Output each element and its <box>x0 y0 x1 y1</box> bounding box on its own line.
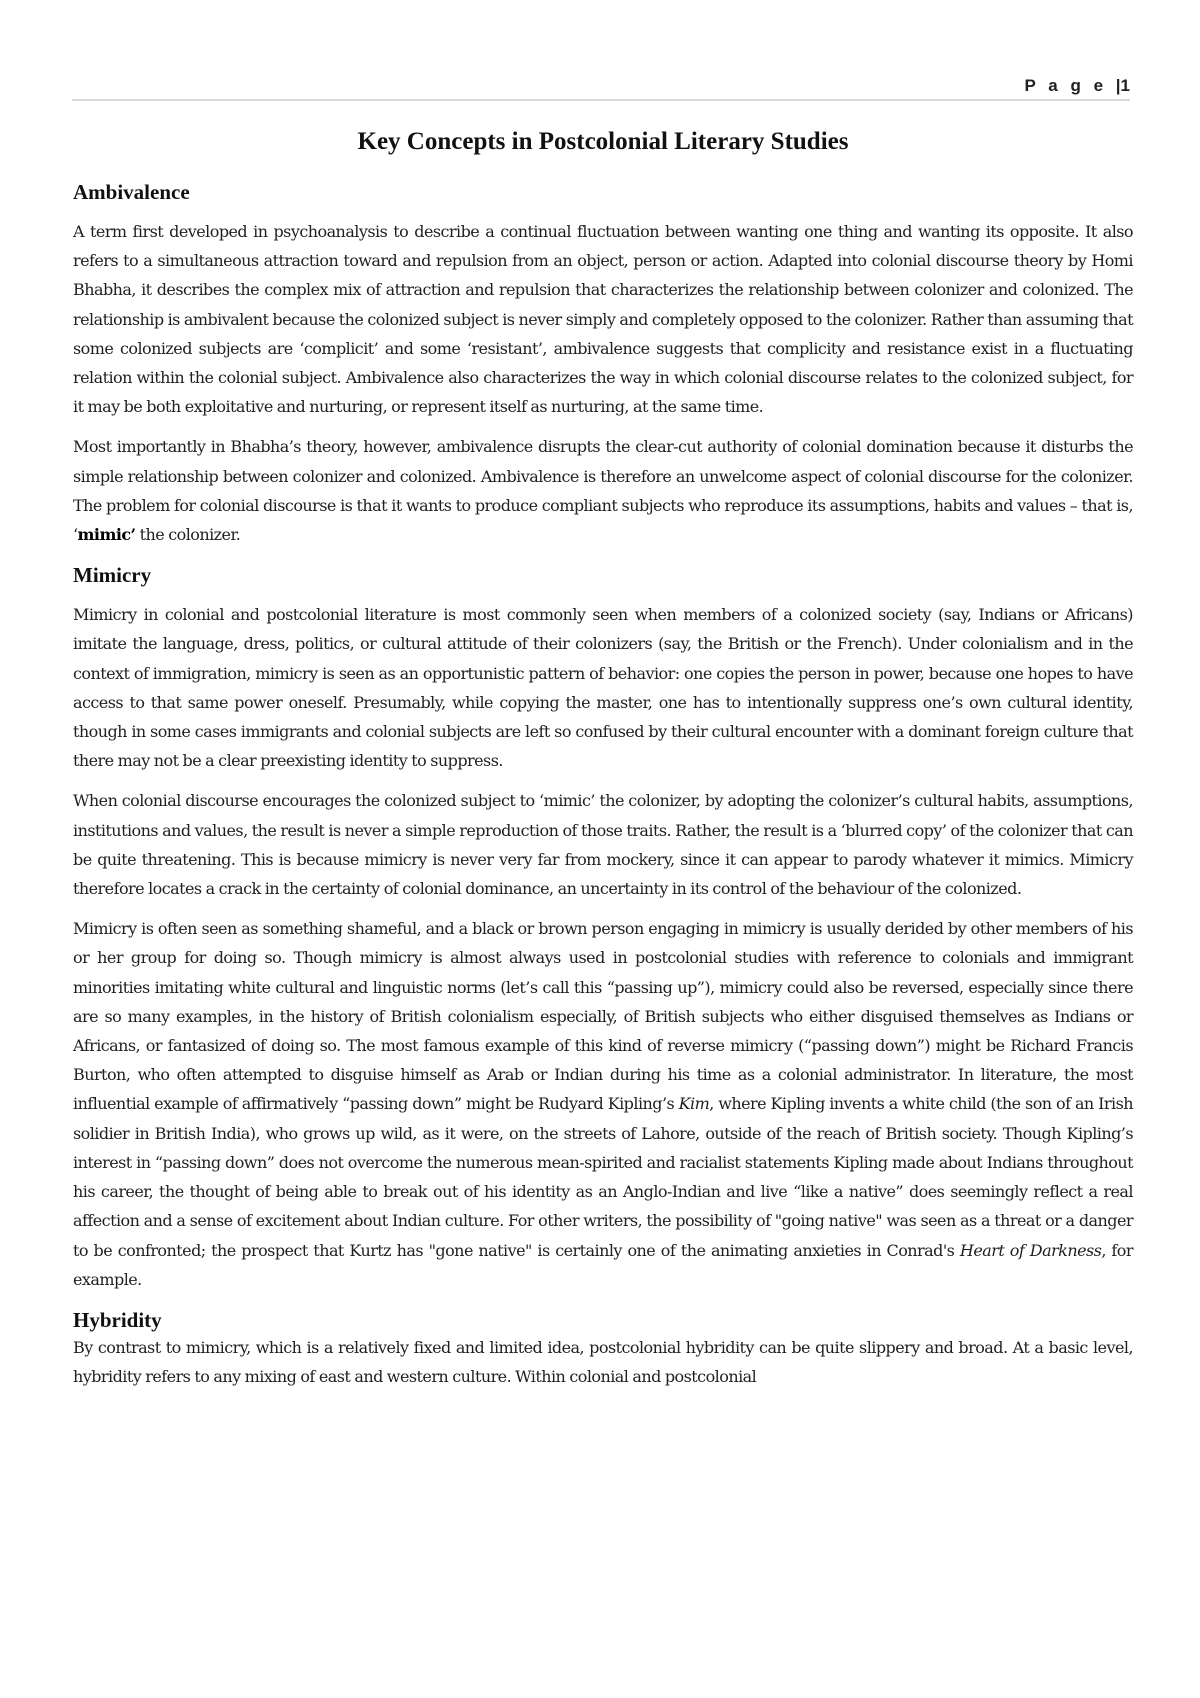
mimicry-p3-text-c: , for example. <box>73 1240 1133 1289</box>
page-label: P a g e <box>1024 76 1108 95</box>
header-rule <box>72 99 1130 101</box>
section-heading-ambivalence: Ambivalence <box>73 180 190 204</box>
document-body <box>73 128 1133 1402</box>
mimicry-paragraph-1: Mimicry in colonial and postcolonial literature is most commonly seen when members of a colonized society (say, Indians or Africans) imitate the language, dress, politics, or cultural attitude of their colonizers (say, the British or the French). Under colonialism and in the context of immigration, mimicry is seen as an opportunistic pattern of behavior: one copies the person in power, because one hopes to have access to that same power oneself. Presumably, while copying the master, one has to intentionally suppress one’s own cultural identity, though in some cases immigrants and colonial subjects are left so confused by their cultural encounter with a dominant foreign culture that there may not be a clear preexisting identity to suppress. <box>73 605 1133 771</box>
page-separator: | <box>1115 76 1121 95</box>
mimicry-paragraph-2: When colonial discourse encourages the colonized subject to ‘mimic’ the colonizer, by adopting the colonizer’s cultural habits, assumptions, institutions and values, the result is never a simple reproduction of those traits. Rather, the result is a ‘blurred copy’ of the colonizer that can be quite threatening. This is because mimicry is never very far from mockery, since it can appear to parody whatever it mimics. Mimicry therefore locates a crack in the certainty of colonial dominance, an uncertainty in its control of the behaviour of the colonized. <box>73 791 1133 899</box>
mimicry-p3-text-b: , where Kipling invents a white child (the son of an Irish solidier in British India), who grows up wild, as it were, on the streets of Lahore, outside of the reach of British society. Though Kipling’s interest in “passing down” does not overcome the numerous mean-spirited and racialist statements Kipling made about Indians throughout his career, the thought of being able to break out of his identity as an Anglo-Indian and live “like a native” does seemingly reflect a real affection and a sense of excitement about Indian culture. For other writers, the possibility of "going native" was seen as a threat or a danger to be confronted; the prospect that Kurtz has "gone native" is certainly one of the animating anxieties in Conrad's <box>73 1094 1134 1260</box>
document-title: Key Concepts in Postcolonial Literary Studies <box>357 128 849 155</box>
ambivalence-p2-text: Most importantly in Bhabha’s theory, however, ambivalence disrupts the clear-cut authority of colonial domination because it disturbs the simple relationship between colonizer and colonized. Ambivalence is therefore an unwelcome aspect of colonial discourse for the colonizer. The problem for colonial discourse is that it wants to produce compliant subjects who reproduce its assumptions, habits and values – that is, ‘ <box>73 437 1133 545</box>
hybridity-paragraph-1: By contrast to mimicry, which is a relatively fixed and limited idea, postcolonial hybridity can be quite slippery and broad. At a basic level, hybridity refers to any mixing of east and western culture. Within colonial and postcolonial <box>73 1337 1133 1387</box>
heart-of-darkness-title: Heart of Darkness <box>959 1240 1102 1260</box>
ambivalence-paragraph-2 <box>73 432 1133 549</box>
section-heading-hybridity: Hybridity <box>73 1307 162 1332</box>
section-heading-mimicry: Mimicry <box>73 563 152 588</box>
ambivalence-p2-end: the colonizer. <box>135 525 241 545</box>
page-header <box>72 76 1130 96</box>
mimicry-paragraph-3 <box>73 914 1133 1294</box>
ambivalence-paragraph-1: A term first developed in psychoanalysis to describe a continual fluctuation between wanting one thing and wanting its opposite. It also refers to a simultaneous attraction toward and repulsion from an object, person or action. Adapted into colonial discourse theory by Homi Bhabha, it describes the complex mix of attraction and repulsion that characterizes the relationship between colonizer and colonized. The relationship is ambivalent because the colonized subject is never simply and completely opposed to the colonizer. Rather than assuming that some colonized subjects are ‘complicit’ and some ‘resistant’, ambivalence suggests that complicity and resistance exist in a fluctuating relation within the colonial subject. Ambivalence also characterizes the way in which colonial discourse relates to the colonized subject, for it may be both exploitative and nurturing, or represent itself as nurturing, at the same time. <box>73 222 1133 417</box>
mimic-bold-term: mimic’ <box>77 525 136 545</box>
kim-title: Kim <box>678 1094 710 1114</box>
page-number: 1 <box>1120 76 1130 95</box>
mimicry-p3-text-a: Mimicry is often seen as something shameful, and a black or brown person engaging in mimicry is usually derided by other members of his or her group for doing so. Though mimicry is almost always used in postcolonial studies with reference to colonials and immigrant minorities imitating white cultural and linguistic norms (let’s call this “passing up”), mimicry could also be reversed, especially since there are so many examples, in the history of British colonialism especially, of British subjects who either disguised themselves as Indians or Africans, or fantasized of doing so. The most famous example of this kind of reverse mimicry (“passing down”) might be Richard Francis Burton, who often attempted to disguise himself as Arab or Indian during his time as a colonial administrator. In literature, the most influential example of affirmatively “passing down” might be Rudyard Kipling’s <box>73 919 1133 1114</box>
